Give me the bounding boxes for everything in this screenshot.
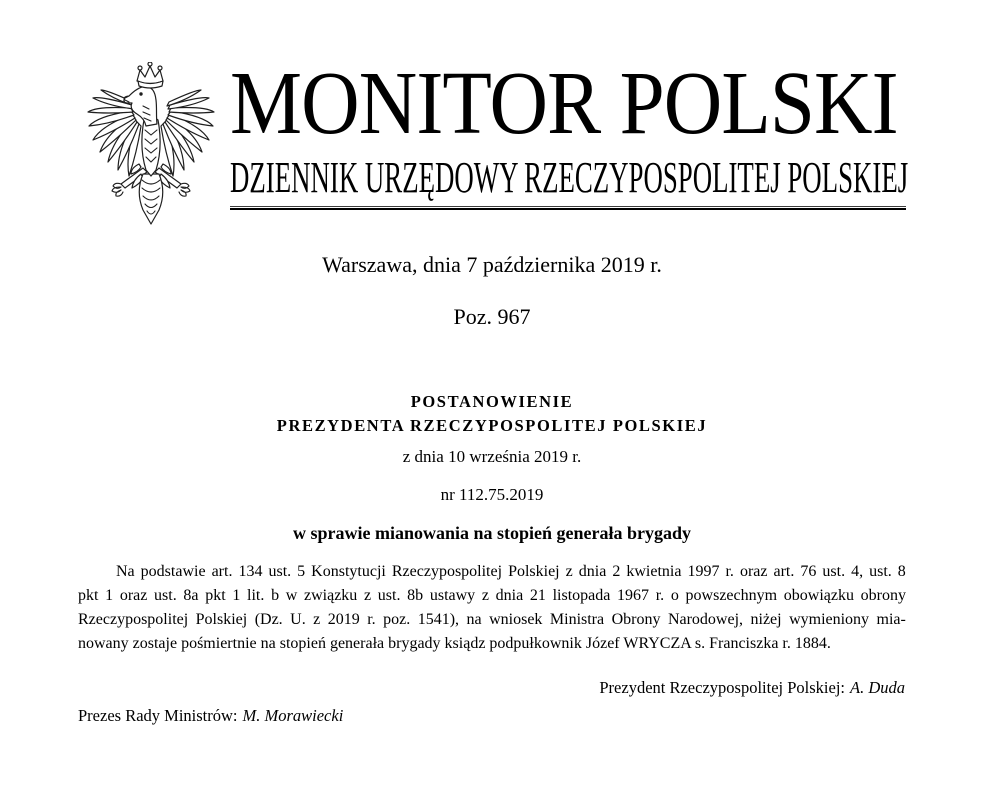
masthead-subtitle: DZIENNIK URZĘDOWY RZECZYPOSPOLITEJ POLSKIEJ xyxy=(230,153,909,202)
body-paragraph xyxy=(78,560,906,656)
signature-president-label: Prezydent Rzeczypospolitej Polskiej: xyxy=(599,678,845,697)
act-kind: POSTANOWIENIE xyxy=(410,392,574,411)
signature-pm-label: Prezes Rady Ministrów: xyxy=(78,706,238,725)
body-line: pkt 1 oraz ust. 8a pkt 1 lit. b w związku z ust. 8b ustawy z dnia 21 listopada 1967 r. o powszechnym obowiązku obrony xyxy=(78,587,906,604)
signature-pm-name: M. Morawiecki xyxy=(242,706,344,725)
body-line: Rzeczypospolitej Polskiej (Dz. U. z 2019 r. poz. 1541), na wniosek Ministra Obrony Narodowej, niżej wymieniony mia- xyxy=(78,611,906,628)
masthead-title: MONITOR POLSKI xyxy=(230,54,898,153)
act-number: nr 112.75.2019 xyxy=(440,485,544,504)
signature-prime-minister xyxy=(78,708,343,725)
masthead-rule xyxy=(230,206,906,210)
act-date: z dnia 10 września 2019 r. xyxy=(402,447,582,466)
signature-president-name: A. Duda xyxy=(850,678,905,697)
body-line: Na podstawie art. 134 ust. 5 Konstytucji Rzeczypospolitej Polskiej z dnia 2 kwietnia 1997 r. oraz art. 76 ust. 4, ust. 8 xyxy=(116,563,906,580)
body-line: nowany zostaje pośmiertnie na stopień generała brygady ksiądz podpułkownik Józef WRYCZA s. Franciszka r. 1884. xyxy=(78,635,831,652)
act-title: w sprawie mianowania na stopień generała brygady xyxy=(292,523,692,543)
polish-eagle-icon xyxy=(85,62,217,234)
dateline: Warszawa, dnia 7 października 2019 r. xyxy=(322,252,662,277)
item-number: Poz. 967 xyxy=(453,304,531,329)
signature-president xyxy=(599,680,905,697)
act-issuer: PREZYDENTA RZECZYPOSPOLITEJ POLSKIEJ xyxy=(276,416,708,435)
